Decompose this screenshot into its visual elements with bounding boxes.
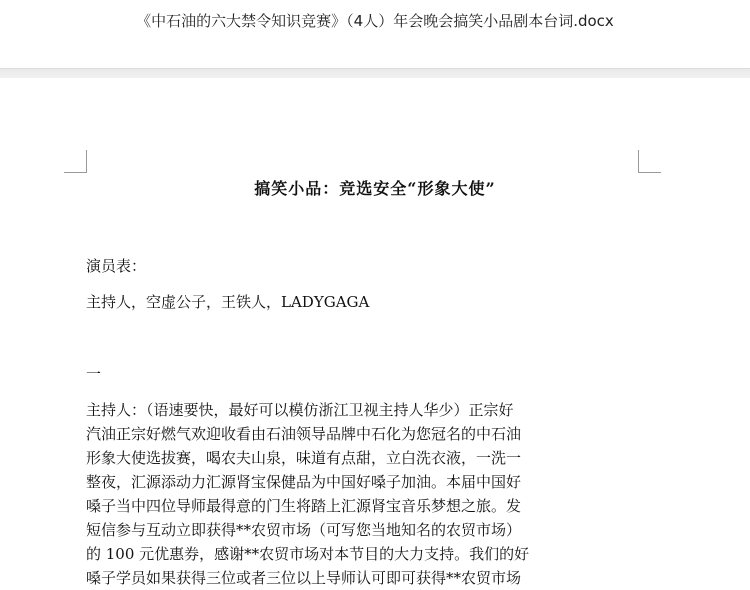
window-title: 《中石油的六大禁令知识竞赛》（4人）年会晚会搞笑小品剧本台词.docx (0, 0, 750, 40)
toolbar-gap (0, 40, 750, 70)
paragraph-line: 的 100 元优惠券，感谢**农贸市场对本节目的大力支持。我们的好 (86, 545, 530, 563)
paragraph-line: 主持人：（语速要快，最好可以模仿浙江卫视主持人华少）正宗好 (86, 401, 514, 419)
paragraph-line: 嗓子学员如果获得三位或者三位以上导师认可即可获得**农贸市场 (86, 569, 522, 587)
document-heading: 搞笑小品：竞选安全“形象大使” (254, 179, 496, 198)
paragraph-line: 汽油正宗好燃气欢迎收看由石油领导品牌中石化为您冠名的中石油 (86, 425, 522, 443)
dialogue-paragraph (86, 398, 634, 590)
cast-label: 演员表： (86, 257, 147, 275)
cast-list: 主持人，空虚公子，王铁人，LADYGAGA (86, 293, 370, 311)
section-number: 一 (86, 365, 102, 383)
paragraph-line: 整夜，汇源添动力汇源肾宝保健品为中国好嗓子加油。本届中国好 (86, 473, 522, 491)
paragraph-line: 嗓子当中四位导师最得意的门生将踏上汇源肾宝音乐梦想之旅。发 (86, 497, 522, 515)
paragraph-line: 短信参与互动立即获得**农贸市场（可写您当地知名的农贸市场） (86, 521, 522, 539)
margin-mark-left (64, 150, 87, 173)
paragraph-line: 形象大使选拔赛，喝农夫山泉，味道有点甜，立白洗衣液，一洗一 (86, 449, 522, 467)
margin-mark-right (638, 150, 661, 173)
document-page (0, 78, 750, 590)
